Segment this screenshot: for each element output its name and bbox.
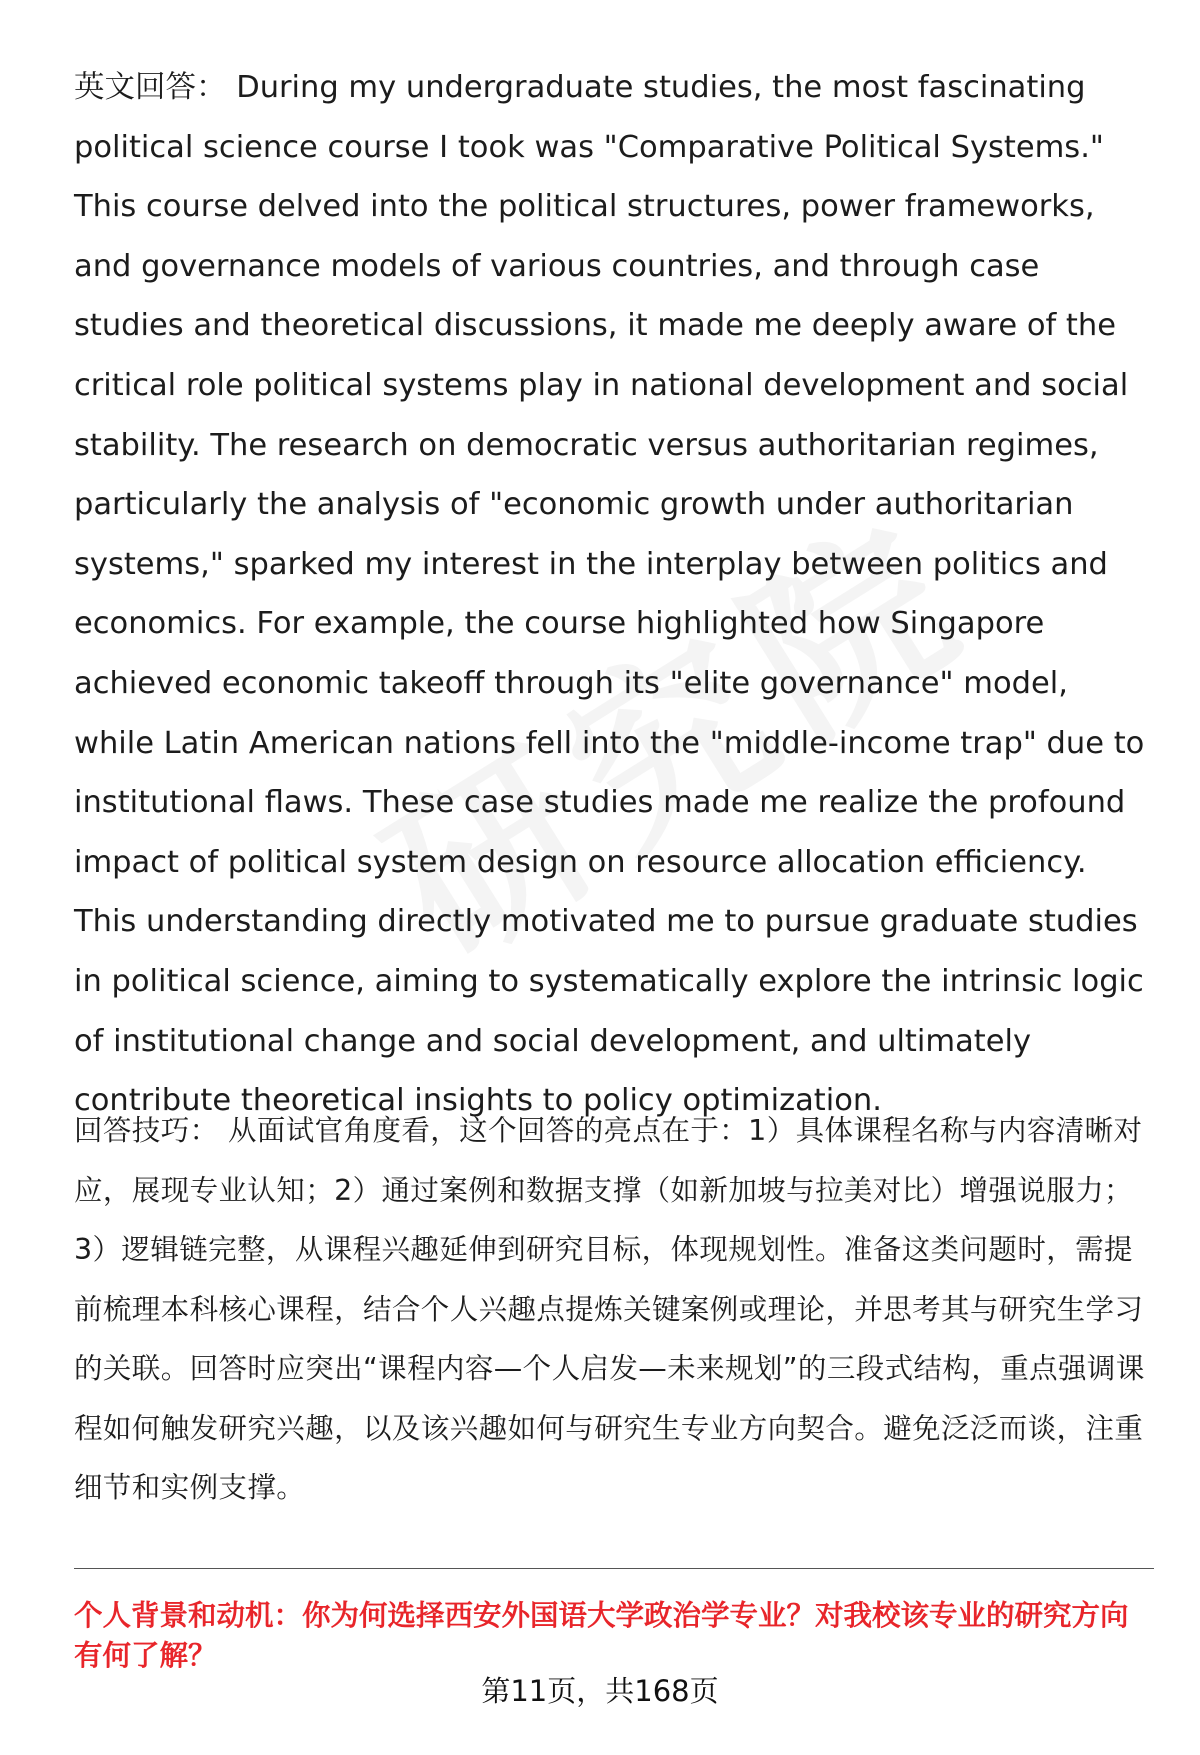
english-answer-paragraph [74, 58, 1154, 1131]
answer-tips-label: 回答技巧： [74, 1114, 219, 1147]
answer-tips-text: 从面试官角度看，这个回答的亮点在于：1）具体课程名称与内容清晰对应，展现专业认知；2）通过案例和数据支撑（如新加坡与拉美对比）增强说服力；3）逻辑链完整，从课程兴趣延伸到研究目标，体现规划性。准备这类问题时，需提前梳理本科核心课程，结合个人兴趣点提炼关键案例或理论，并思考其与研究生学习的关联。回答时应突出“课程内容—个人启发—未来规划”的三段式结构，重点强调课程如何触发研究兴趣，以及该兴趣如何与研究生专业方向契合。避免泛泛而谈，注重细节和实例支撑。 [74, 1114, 1145, 1504]
english-answer-text: During my undergraduate studies, the most fascinating political science course I took was "Comparative Political Systems." This course delved into the political structures, power frameworks, and governance models of various countries, and through case studies and theoretical discussions, it made me deeply aware of the critical role political systems play in national development and social stability. The research on democratic versus authoritarian regimes, particularly the analysis of "economic growth under authoritarian systems," sparked my interest in the interplay between politics and economics. For example, the course highlighted how Singapore achieved economic takeoff through its "elite governance" model, while Latin American nations fell into the "middle-income trap" due to institutional flaws. These case studies made me realize the profound impact of political system design on resource allocation efficiency. This understanding directly motivated me to pursue graduate studies in political science, aiming to systematically explore the intrinsic logic of institutional change and social development, and ultimately contribute theoretical insights to policy optimization. [74, 70, 1145, 1119]
answer-tips-paragraph [74, 1101, 1154, 1518]
page-number: 第11页，共168页 [481, 1674, 719, 1708]
english-answer-label: 英文回答： [74, 70, 227, 105]
next-question-heading: 个人背景和动机：你为何选择西安外国语大学政治学专业？对我校该专业的研究方向有何了解？ [74, 1599, 1129, 1672]
section-divider [74, 1568, 1154, 1569]
